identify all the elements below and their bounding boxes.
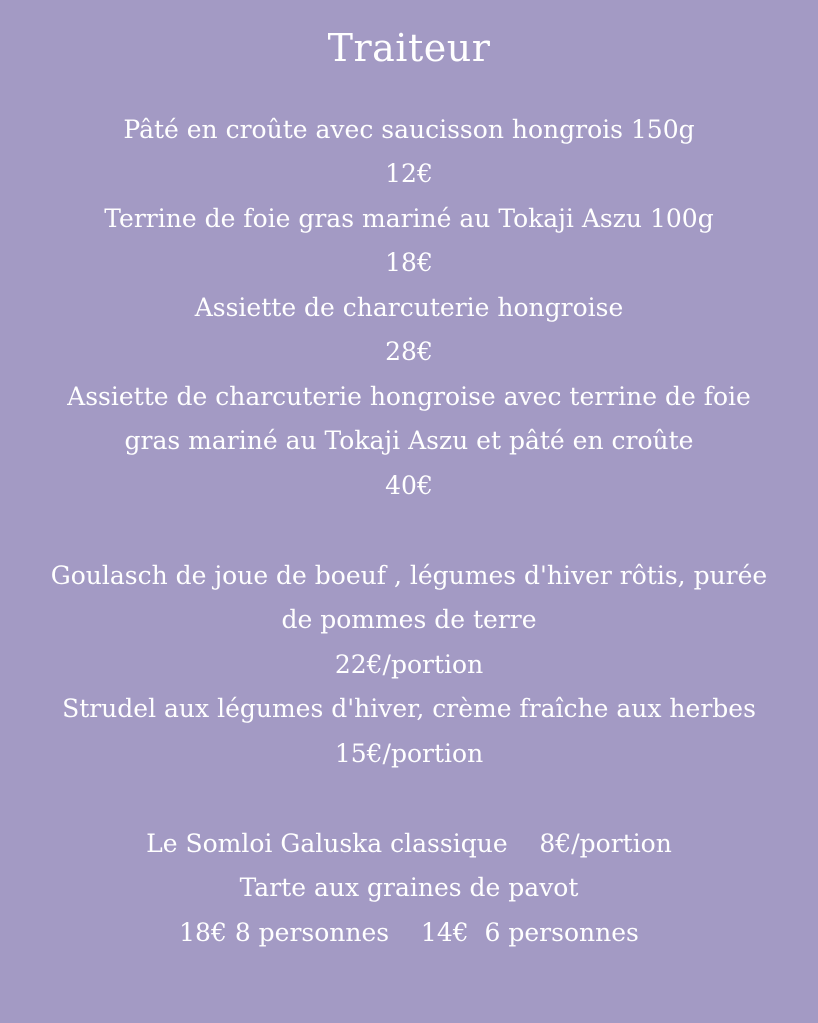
- menu-line: 15€/portion: [334, 739, 484, 768]
- menu-line: Assiette de charcuterie hongroise: [194, 293, 624, 322]
- menu-line: 18€ 8 personnes 14€ 6 personnes: [179, 918, 639, 947]
- menu-line: Strudel aux légumes d'hiver, crème fraîche aux herbes: [62, 694, 756, 723]
- menu-line: 28€: [385, 337, 433, 366]
- menu-line: Assiette de charcuterie hongroise avec terrine de foie: [67, 382, 751, 411]
- menu-line: Pâté en croûte avec saucisson hongrois 150g: [123, 115, 695, 144]
- menu-line: 18€: [385, 248, 433, 277]
- menu-line: Tarte aux graines de pavot: [239, 873, 579, 902]
- menu-line: 22€/portion: [334, 650, 484, 679]
- menu-line: Le Somloi Galuska classique 8€/portion: [146, 829, 672, 858]
- menu-line: gras mariné au Tokaji Aszu et pâté en croûte: [124, 426, 694, 455]
- menu-line: Goulasch de joue de boeuf , légumes d'hiver rôtis, purée: [50, 561, 768, 590]
- menu-line: de pommes de terre: [281, 605, 537, 634]
- menu-line: 40€: [385, 471, 433, 500]
- menu-line: 12€: [385, 159, 433, 188]
- menu-title: Traiteur: [327, 26, 491, 70]
- menu-line: Terrine de foie gras mariné au Tokaji Aszu 100g: [104, 204, 714, 233]
